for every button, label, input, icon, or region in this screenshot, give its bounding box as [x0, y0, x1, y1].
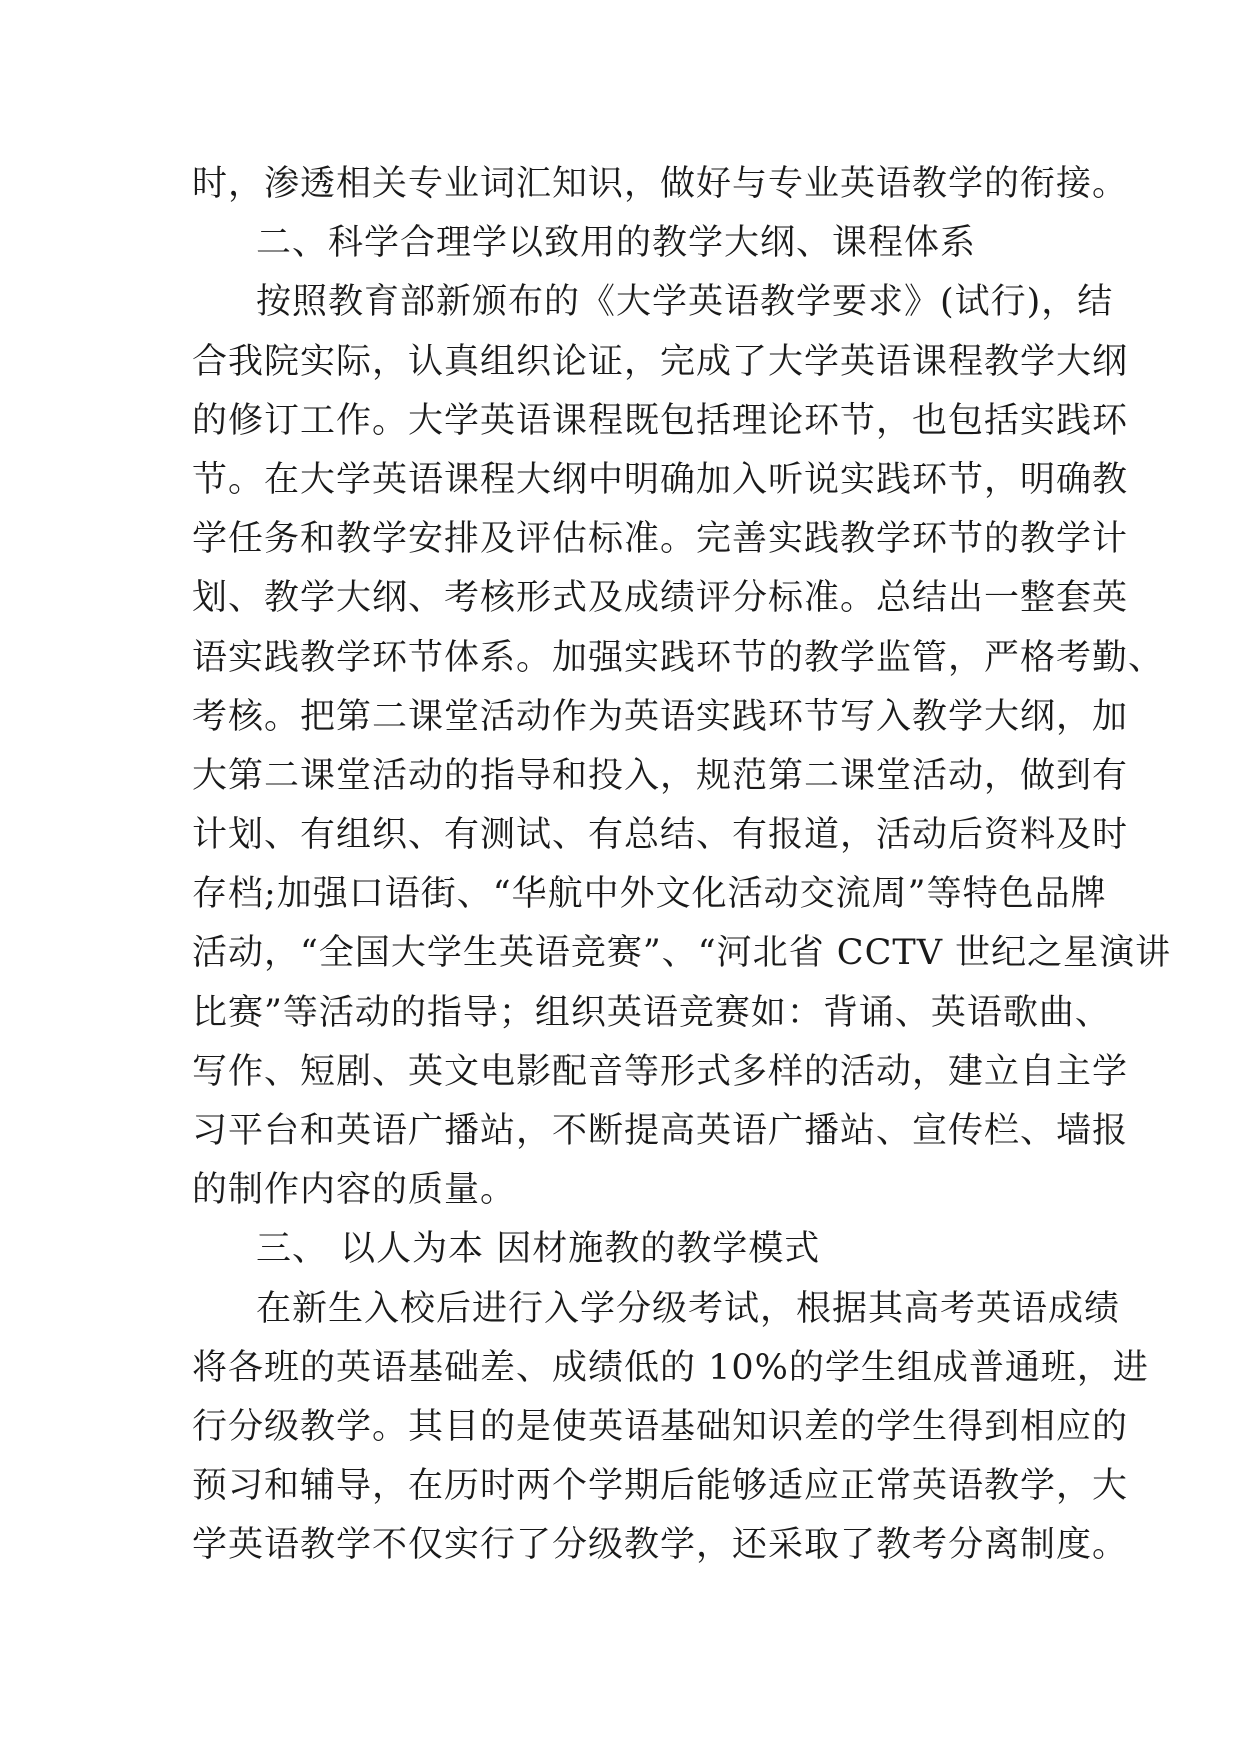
- text-line: 活动，“全国大学生英语竞赛”、“河北省 CCTV 世纪之星演讲: [192, 933, 1172, 974]
- text-line: 三、 以人为本 因材施教的教学模式: [256, 1229, 821, 1270]
- text-line: 时，渗透相关专业词汇知识，做好与专业英语教学的衔接。: [192, 164, 1129, 204]
- text-line: 划、教学大纲、考核形式及成绩评分标准。总结出一整套英: [192, 578, 1129, 619]
- text-line: 写作、短剧、英文电影配音等形式多样的活动，建立自主学: [192, 1051, 1129, 1092]
- text-line: 的制作内容的质量。: [192, 1170, 517, 1211]
- text-line: 考核。把第二课堂活动作为英语实践环节写入教学大纲，加: [192, 696, 1129, 737]
- text-line: 节。在大学英语课程大纲中明确加入听说实践环节，明确教: [192, 459, 1129, 500]
- text-line: 合我院实际，认真组织论证，完成了大学英语课程教学大纲: [192, 341, 1129, 382]
- text-line: 将各班的英语基础差、成绩低的 10%的学生组成普通班，进: [192, 1347, 1149, 1388]
- text-line: 习平台和英语广播站，不断提高英语广播站、宣传栏、墙报: [192, 1111, 1129, 1151]
- text-line: 语实践教学环节体系。加强实践环节的教学监管，严格考勤、: [192, 637, 1165, 678]
- text-line: 行分级教学。其目的是使英语基础知识差的学生得到相应的: [192, 1406, 1129, 1447]
- text-line: 二、科学合理学以致用的教学大纲、课程体系: [256, 223, 977, 264]
- text-line: 比赛”等活动的指导；组织英语竞赛如：背诵、英语歌曲、: [192, 992, 1111, 1033]
- text-line: 学英语教学不仅实行了分级教学，还采取了教考分离制度。: [192, 1525, 1129, 1566]
- text-line: 存档;加强口语街、“华航中外文化活动交流周”等特色品牌: [192, 874, 1107, 915]
- text-line: 计划、有组织、有测试、有总结、有报道，活动后资料及时: [192, 815, 1129, 856]
- text-line: 预习和辅导，在历时两个学期后能够适应正常英语教学，大: [192, 1466, 1129, 1507]
- text-line: 按照教育部新颁布的《大学英语教学要求》(试行)，结: [256, 282, 1114, 323]
- text-line: 学任务和教学安排及评估标准。完善实践教学环节的教学计: [192, 519, 1129, 560]
- text-line: 大第二课堂活动的指导和投入，规范第二课堂活动，做到有: [192, 755, 1129, 796]
- text-line: 的修订工作。大学英语课程既包括理论环节，也包括实践环: [192, 400, 1129, 441]
- body-text: [192, 155, 1172, 1576]
- text-line: 在新生入校后进行入学分级考试，根据其高考英语成绩: [256, 1288, 1121, 1329]
